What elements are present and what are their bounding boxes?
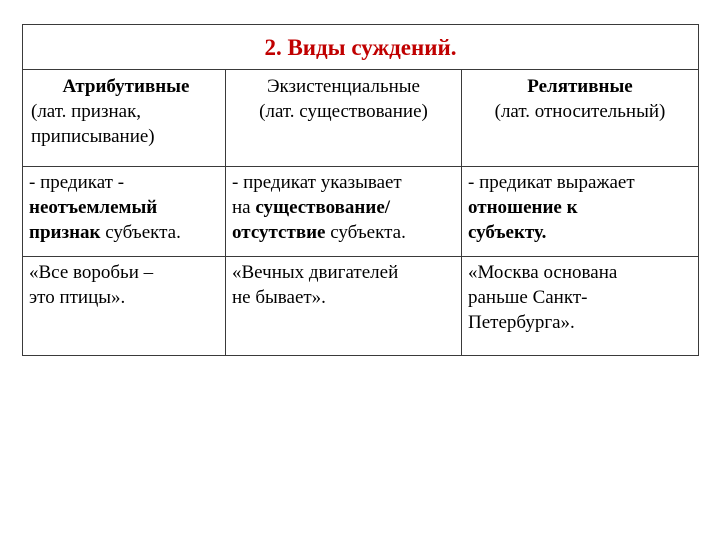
predicate-line: - предикат - [29, 172, 125, 193]
predicate-text: субъекта. [100, 222, 181, 243]
predicate-row [23, 167, 699, 257]
header-cell-existential [226, 70, 462, 167]
predicate-text: на [232, 197, 256, 218]
predicate-key-term: неотъемлемый [29, 197, 158, 218]
column-name: Экзистенциальные [267, 76, 420, 97]
predicate-line: - предикат выражает [468, 172, 635, 193]
example-cell-attributive [23, 257, 226, 356]
predicate-cell-relative [462, 167, 699, 257]
example-line: это птицы». [29, 287, 126, 308]
latin-note-line: приписывание) [31, 126, 155, 147]
example-line: раньше Санкт- [468, 287, 588, 308]
header-row [23, 70, 699, 167]
slide-title: 2. Виды суждений. [23, 25, 699, 70]
predicate-cell-attributive [23, 167, 226, 257]
example-cell-relative [462, 257, 699, 356]
latin-note-line: (лат. существование) [259, 101, 428, 122]
latin-note-line: (лат. признак, [31, 101, 142, 122]
predicate-line: - предикат указывает [232, 172, 402, 193]
predicate-key-term: отсутствие [232, 222, 326, 243]
example-line: «Все воробьи – [29, 262, 154, 283]
header-cell-relative [462, 70, 699, 167]
predicate-key-term: субъекту. [468, 222, 547, 243]
predicate-text: субъекта. [325, 222, 406, 243]
predicate-key-term: отношение к [468, 197, 578, 218]
predicate-key-term: признак [29, 222, 101, 243]
example-line: Петербурга». [468, 312, 575, 333]
example-line: «Москва основана [468, 262, 618, 283]
example-cell-existential [226, 257, 462, 356]
column-name: Атрибутивные [62, 76, 190, 97]
predicate-key-term: существование/ [255, 197, 391, 218]
latin-note-line: (лат. относительный) [494, 101, 666, 122]
example-line: «Вечных двигателей [232, 262, 399, 283]
column-name: Релятивные [527, 76, 633, 97]
example-row [23, 257, 699, 356]
judgment-types-table [22, 24, 699, 356]
header-cell-attributive [23, 70, 226, 167]
predicate-cell-existential [226, 167, 462, 257]
example-line: не бывает». [232, 287, 326, 308]
